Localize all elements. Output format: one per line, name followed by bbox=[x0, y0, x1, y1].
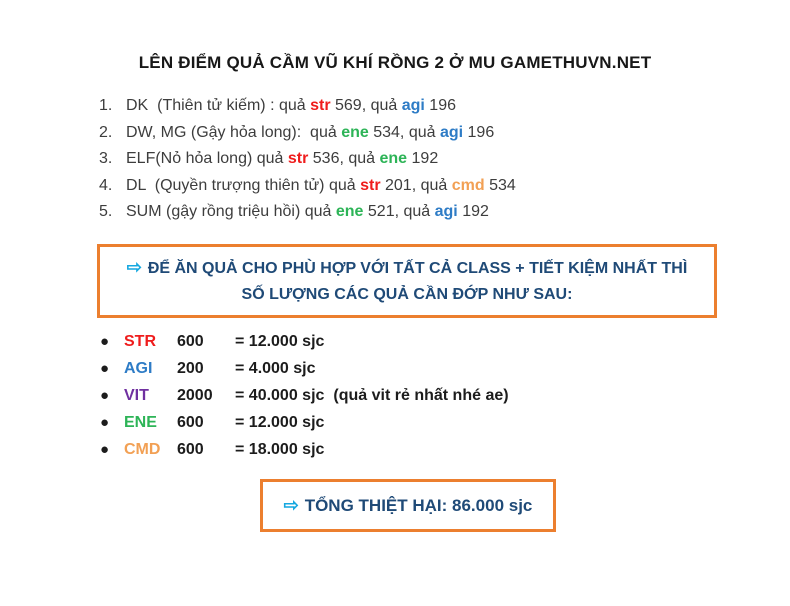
text-segment: ene bbox=[379, 150, 408, 168]
stat-label: AGI bbox=[124, 360, 153, 377]
item-text bbox=[126, 146, 438, 173]
item-number: 3. bbox=[99, 150, 113, 168]
weapon-list-item bbox=[99, 199, 750, 226]
text-segment: str bbox=[310, 97, 331, 114]
stat-quantity: 600 bbox=[177, 414, 204, 431]
stat-quantity: 600 bbox=[177, 441, 204, 458]
stat-note: (quả vit rẻ nhất nhé ae) bbox=[333, 387, 509, 404]
fruit-row bbox=[100, 441, 509, 468]
stat-label: ENE bbox=[124, 414, 157, 431]
bullet-icon: ● bbox=[100, 333, 110, 350]
text-segment: DK (Thiên tử kiếm) : quả bbox=[126, 97, 311, 114]
right-arrow-icon: ⇨ bbox=[126, 257, 142, 277]
text-segment: 201, quả bbox=[380, 176, 452, 194]
weapon-list-item bbox=[99, 120, 750, 147]
text-segment: 569, quả bbox=[330, 97, 402, 114]
text-segment: ene bbox=[341, 123, 369, 141]
item-number: 4. bbox=[99, 176, 113, 194]
text-segment: 192 bbox=[457, 203, 489, 221]
text-segment: ELF(Nỏ hỏa long) quả bbox=[126, 150, 288, 168]
item-text bbox=[126, 199, 489, 226]
advice-text: ĐỂ ĂN QUẢ CHO PHÙ HỢP VỚI TẤT CẢ CLASS + TIẾT KIỆM NHẤT THÌ SỐ LƯỢNG CÁC QUẢ CẦN ĐỚP NHƯ SAU: bbox=[147, 260, 688, 303]
text-segment: 534 bbox=[484, 176, 516, 194]
item-number: 1. bbox=[99, 97, 113, 114]
fruit-row bbox=[100, 414, 509, 441]
bullet-icon: ● bbox=[100, 360, 110, 377]
item-number: 2. bbox=[99, 123, 113, 141]
text-segment: SUM (gậy rồng triệu hồi) quả bbox=[126, 203, 336, 221]
item-text bbox=[126, 93, 456, 120]
stat-label: STR bbox=[124, 333, 156, 350]
stat-quantity: 2000 bbox=[177, 387, 213, 404]
text-segment: agi bbox=[401, 97, 425, 114]
text-segment: 521, quả bbox=[363, 203, 435, 221]
weapon-list bbox=[99, 93, 750, 226]
stat-cost: = 40.000 sjc bbox=[235, 387, 325, 404]
right-arrow-icon: ⇨ bbox=[283, 495, 299, 515]
item-text bbox=[126, 120, 494, 147]
stat-cost: = 12.000 sjc bbox=[235, 414, 325, 431]
advice-box bbox=[97, 244, 717, 318]
stat-cost: = 18.000 sjc bbox=[235, 441, 325, 458]
text-segment: 534, quả bbox=[368, 123, 440, 141]
stat-cost: = 12.000 sjc bbox=[235, 333, 325, 350]
fruit-cost-list bbox=[100, 333, 509, 468]
stat-label: VIT bbox=[124, 387, 149, 404]
bullet-icon: ● bbox=[100, 387, 110, 404]
text-segment: str bbox=[360, 176, 381, 194]
fruit-row bbox=[100, 387, 509, 414]
text-segment: cmd bbox=[451, 176, 485, 194]
text-segment: ene bbox=[335, 203, 364, 221]
weapon-list-item bbox=[99, 93, 750, 120]
fruit-row bbox=[100, 333, 509, 360]
text-segment: str bbox=[287, 150, 309, 168]
weapon-list-item bbox=[99, 146, 750, 173]
fruit-row bbox=[100, 360, 509, 387]
bullet-icon: ● bbox=[100, 414, 110, 431]
text-segment: 196 bbox=[463, 123, 495, 141]
item-number: 5. bbox=[99, 203, 113, 221]
total-text: TỔNG THIỆT HẠI: 86.000 sjc bbox=[304, 496, 533, 515]
text-segment: 196 bbox=[424, 97, 456, 114]
total-box bbox=[260, 479, 556, 532]
stat-label: CMD bbox=[124, 441, 161, 458]
text-segment: agi bbox=[439, 123, 464, 141]
item-text bbox=[126, 173, 516, 200]
text-segment: 536, quả bbox=[308, 150, 380, 168]
text-segment: DL (Quyền trượng thiên tử) quả bbox=[126, 176, 361, 194]
weapon-list-item bbox=[99, 173, 750, 200]
text-segment: 192 bbox=[407, 150, 439, 168]
text-segment: DW, MG (Gậy hỏa long): quả bbox=[126, 123, 342, 141]
stat-quantity: 600 bbox=[177, 333, 204, 350]
stat-quantity: 200 bbox=[177, 360, 204, 377]
text-segment: agi bbox=[434, 203, 458, 221]
stat-cost: = 4.000 sjc bbox=[235, 360, 316, 377]
page-title: LÊN ĐIỂM QUẢ CẦM VŨ KHÍ RỒNG 2 Ở MU GAMETHUVN.NET bbox=[138, 53, 652, 72]
bullet-icon: ● bbox=[100, 441, 110, 458]
